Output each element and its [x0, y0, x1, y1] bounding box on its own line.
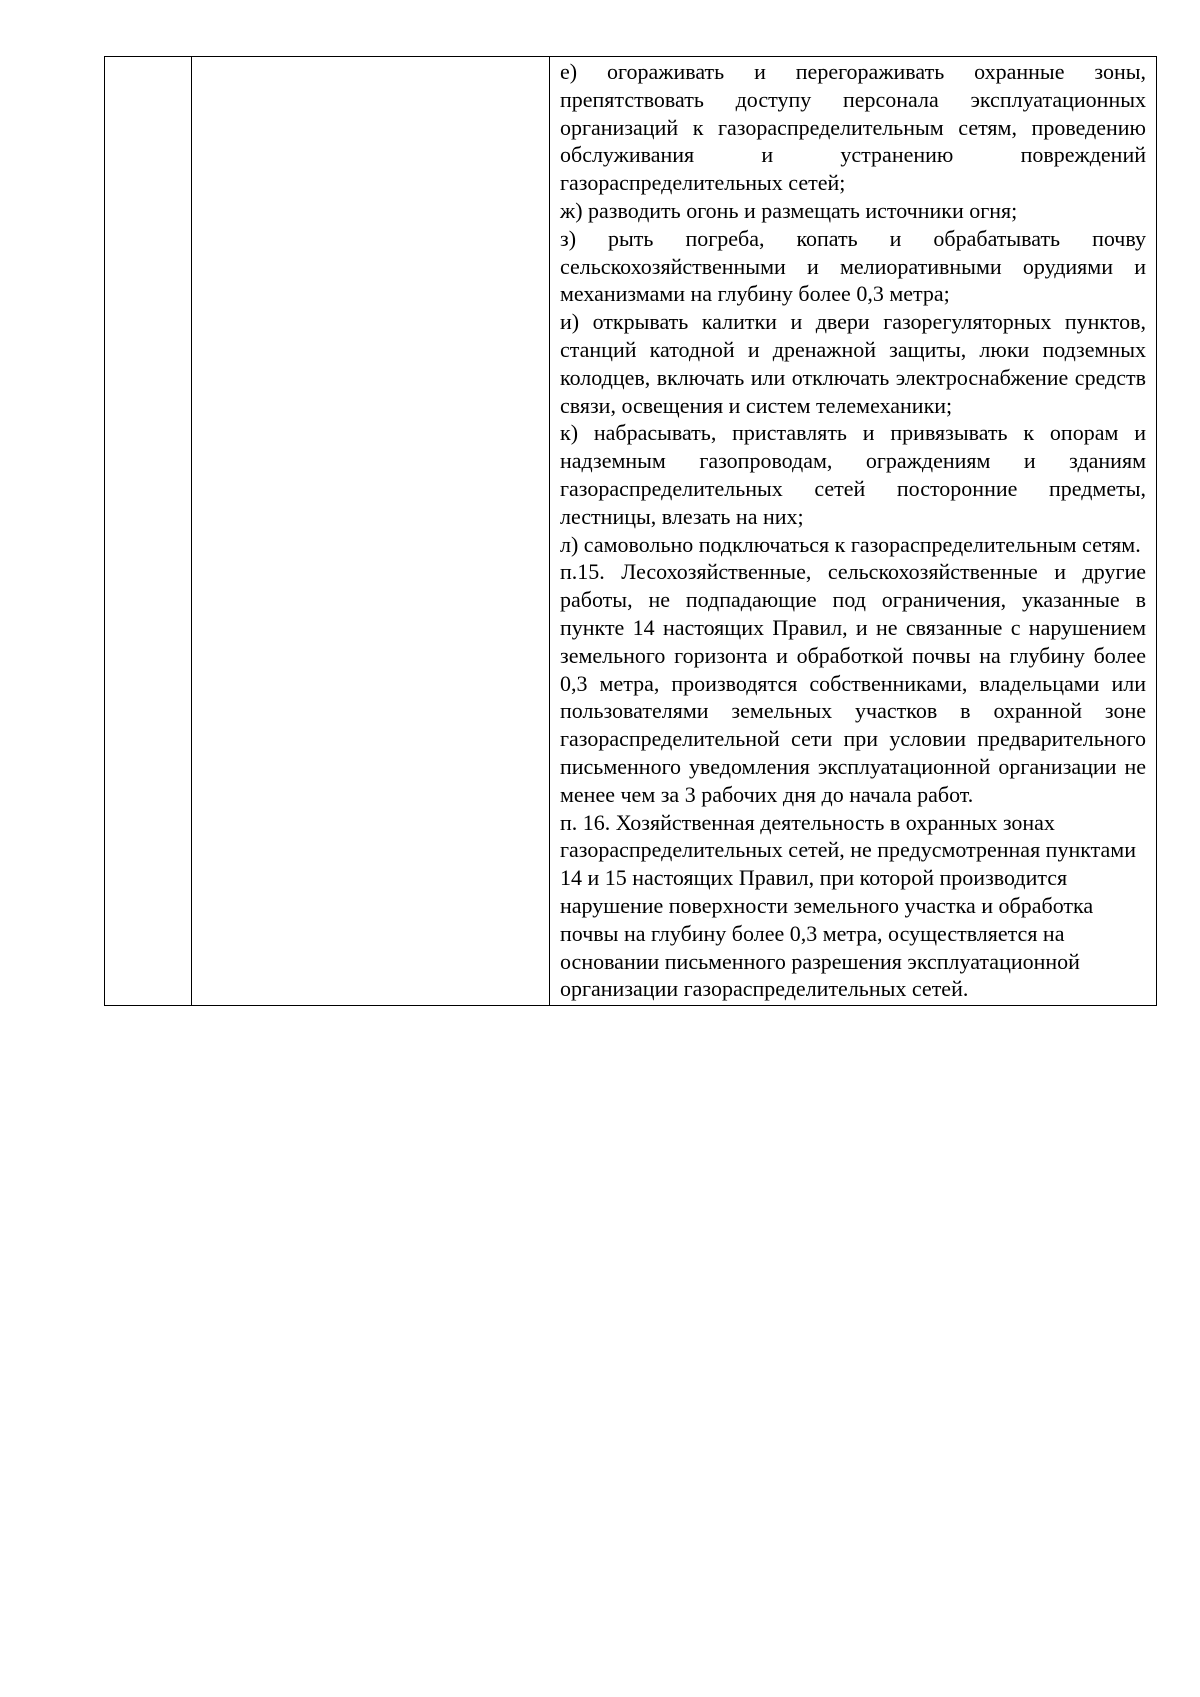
- paragraph-item-16: п. 16. Хозяйственная деятельность в охранных зонах газораспределительных сетей, не предусмотренная пунктами 14 и 15 настоящих Правил, при которой производится нарушение поверхности земельного участка и обработка почвы на глубину более 0,3 метра, осуществляется на основании письменного разрешения эксплуатационной организации газораспределительных сетей.: [560, 809, 1136, 1002]
- table-cell-text: [550, 57, 1157, 1006]
- table-row: [105, 57, 1157, 1006]
- table-cell-title: [192, 57, 550, 1006]
- paragraph-z: з) рыть погреба, копать и обрабатывать почву сельскохозяйственными и мелиоративными орудиями и механизмами на глубину более 0,3 метра;: [560, 225, 1146, 307]
- document-table: [104, 56, 1157, 1006]
- paragraph-zh: ж) разводить огонь и размещать источники огня;: [560, 197, 1018, 223]
- table-cell-number: [105, 57, 192, 1006]
- paragraph-item-15: п.15. Лесохозяйственные, сельскохозяйственные и другие работы, не подпадающие под ограничения, указанные в пункте 14 настоящих Правил, и не связанные с нарушением земельного горизонта и обработкой почвы на глубину более 0,3 метра, производятся собственниками, владельцами или пользователями земельных участков в охранной зоне газораспределительной сети при условии предварительного письменного уведомления эксплуатационной организации не менее чем за 3 рабочих дня до начала работ.: [560, 559, 1146, 807]
- paragraph-e: е) огораживать и перегораживать охранные зоны, препятствовать доступу персонала эксплуатационных организаций к газораспределительным сетям, проведению обслуживания и устранению повреждений газораспределительных сетей;: [560, 59, 1146, 196]
- paragraph-i: и) открывать калитки и двери газорегуляторных пунктов, станций катодной и дренажной защиты, люки подземных колодцев, включать или отключать электроснабжение средств связи, освещения и систем телемеханики;: [560, 309, 1146, 418]
- paragraph-l: л) самовольно подключаться к газораспределительным сетям.: [560, 531, 1141, 557]
- paragraph-k: к) набрасывать, приставлять и привязывать к опорам и надземным газопроводам, ограждениям и зданиям газораспределительных сетей посторонние предметы, лестницы, влезать на них;: [560, 420, 1146, 529]
